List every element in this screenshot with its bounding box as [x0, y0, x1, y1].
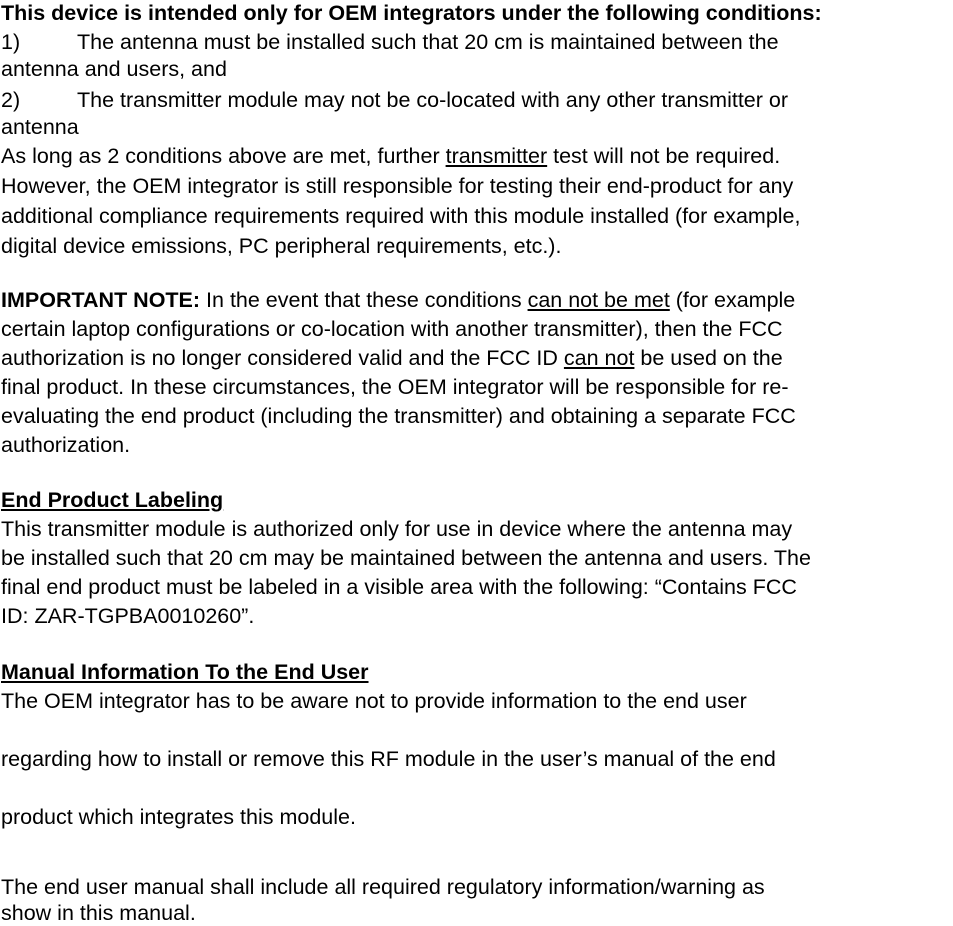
- important-line-6: authorization.: [1, 433, 131, 457]
- end-product-labeling-title: End Product Labeling: [1, 488, 224, 512]
- manual-line-5: show in this manual.: [1, 901, 196, 925]
- important-l3-pre: authorization is no longer considered valid and the FCC ID: [1, 346, 564, 370]
- labeling-line-2: be installed such that 20 cm may be maintained between the antenna and users. The: [1, 546, 811, 570]
- important-line-4: final product. In these circumstances, the OEM integrator will be responsible for re-: [1, 375, 789, 399]
- para1-text-post: test will not be required.: [547, 144, 781, 168]
- important-line-3: [1, 345, 783, 371]
- manual-line-2: regarding how to install or remove this RF module in the user’s manual of the end: [1, 747, 776, 771]
- important-line-2: certain laptop configurations or co-location with another transmitter), then the FCC: [1, 317, 783, 341]
- condition-2-line-2: antenna: [1, 115, 79, 139]
- can-not-underlined: can not: [563, 346, 635, 370]
- manual-information-title: Manual Information To the End User: [1, 660, 369, 684]
- transmitter-underlined: transmitter: [445, 144, 548, 168]
- manual-line-4: The end user manual shall include all required regulatory information/warning as: [1, 875, 765, 899]
- labeling-line-3: final end product must be labeled in a visible area with the following: “Contains FCC: [1, 575, 797, 599]
- para1-line-4: digital device emissions, PC peripheral requirements, etc.).: [1, 234, 562, 258]
- labeling-line-4: ID: ZAR-TGPBA0010260”.: [1, 604, 255, 628]
- condition-2-number: 2): [1, 88, 21, 112]
- condition-2-text: The transmitter module may not be co-located with any other transmitter or: [77, 88, 789, 112]
- manual-line-3: product which integrates this module.: [1, 805, 356, 829]
- labeling-line-1: This transmitter module is authorized only for use in device where the antenna may: [1, 517, 793, 541]
- condition-2-line-1: [1, 87, 788, 113]
- para1-text-pre: As long as 2 conditions above are met, further: [1, 144, 446, 168]
- condition-1-line-2: antenna and users, and: [1, 57, 227, 81]
- important-l3-post: be used on the: [634, 346, 783, 370]
- condition-1-text: The antenna must be installed such that 20 cm is maintained between the: [77, 30, 779, 54]
- para1-line-3: additional compliance requirements required with this module installed (for example,: [1, 204, 801, 228]
- important-line-1: [1, 287, 795, 313]
- manual-line-1: The OEM integrator has to be aware not to provide information to the end user: [1, 689, 747, 713]
- important-text-post: (for example: [669, 288, 796, 312]
- important-line-5: evaluating the end product (including the transmitter) and obtaining a separate FCC: [1, 404, 796, 428]
- condition-1-line-1: [1, 29, 779, 55]
- condition-1-number: 1): [1, 30, 21, 54]
- para1-line-1: [1, 143, 780, 169]
- can-not-be-met-underlined: can not be met: [527, 288, 670, 312]
- important-note-label: IMPORTANT NOTE:: [1, 288, 201, 312]
- conditions-heading: This device is intended only for OEM integrators under the following conditions:: [1, 1, 822, 25]
- important-text-pre: In the event that these conditions: [200, 288, 528, 312]
- para1-line-2: However, the OEM integrator is still responsible for testing their end-product for any: [1, 174, 794, 198]
